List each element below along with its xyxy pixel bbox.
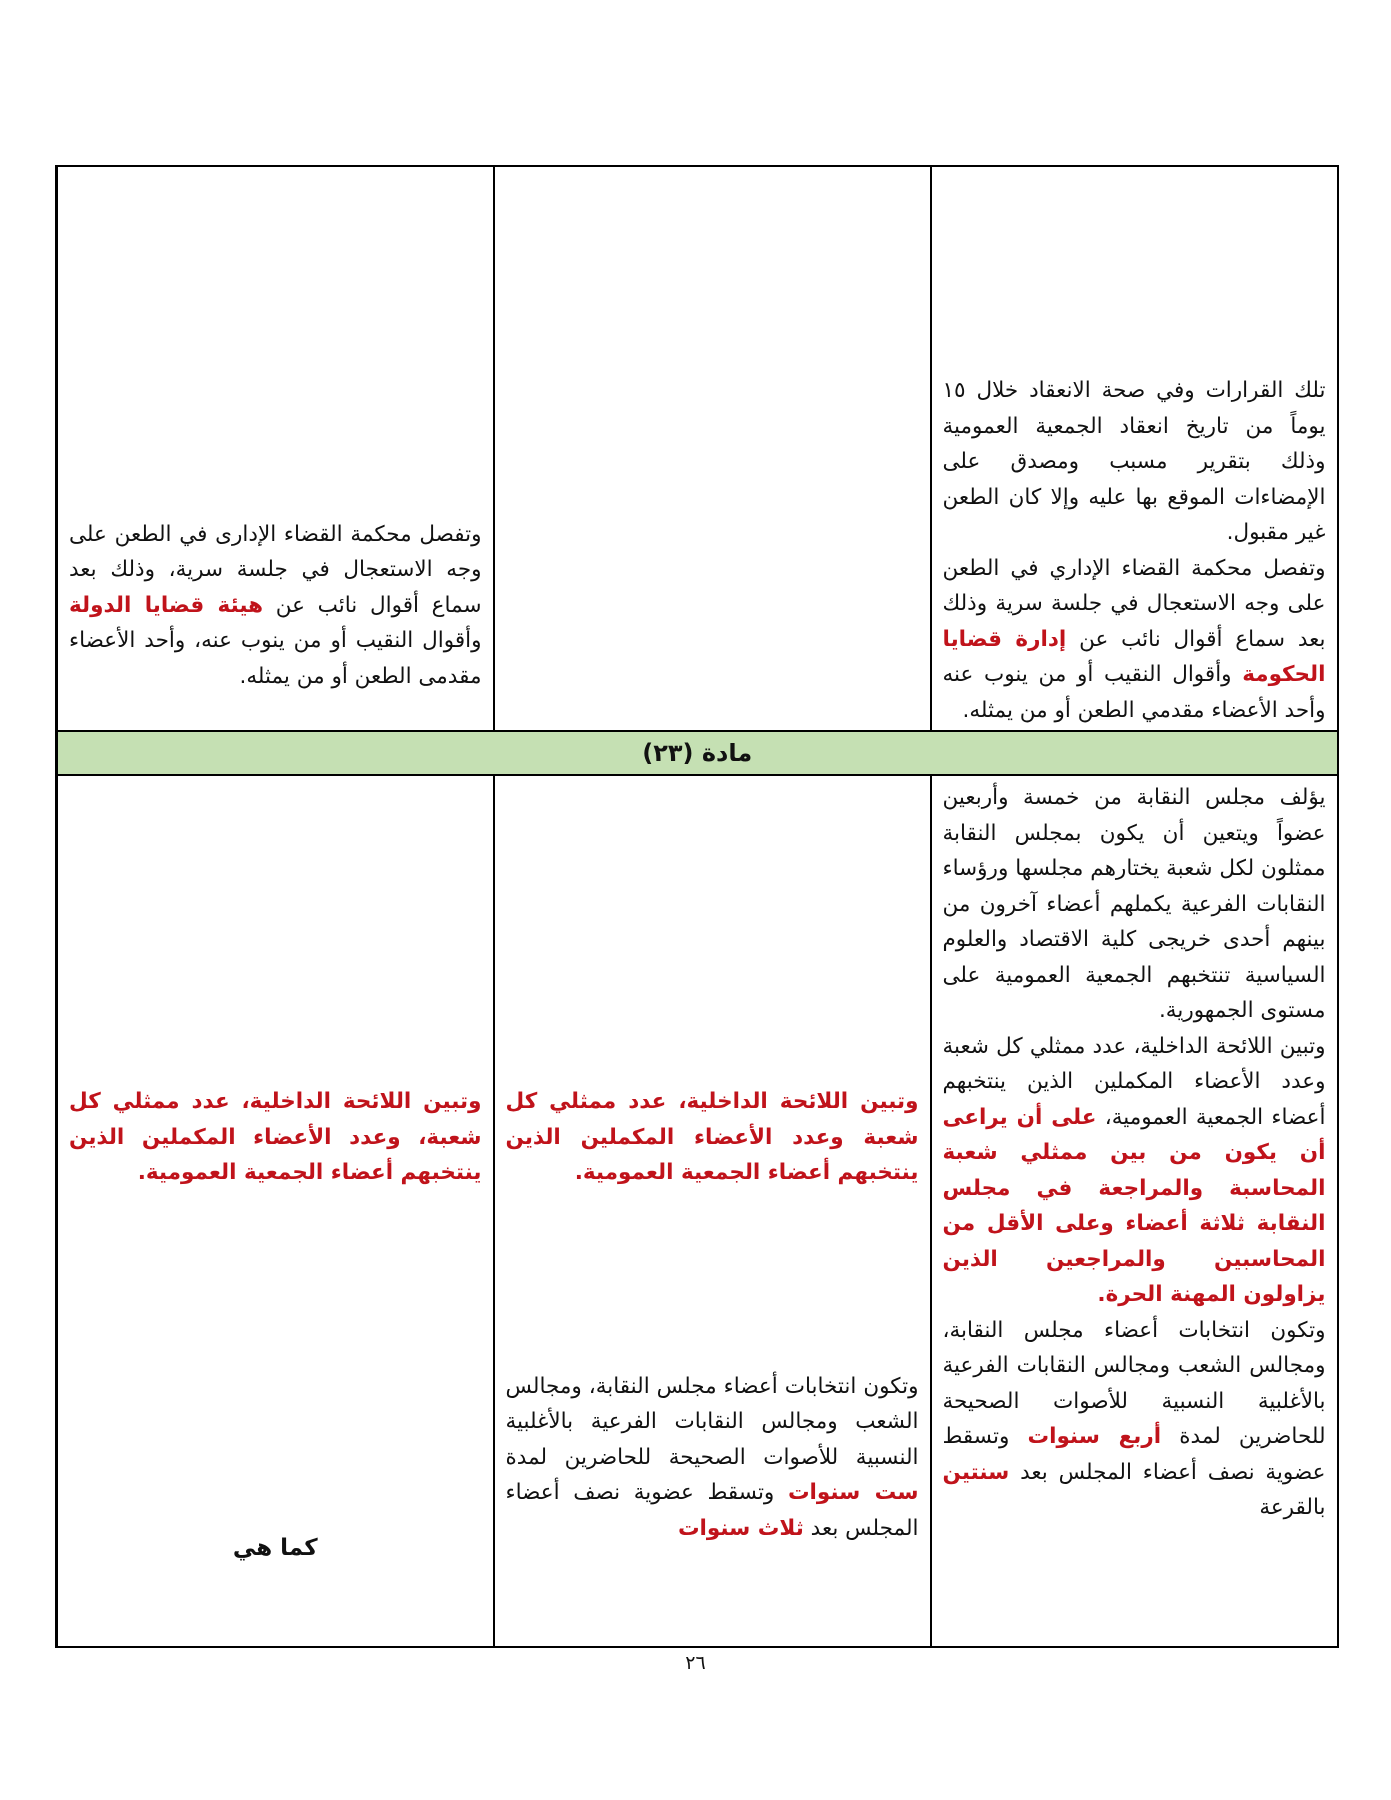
highlighted-text: هيئة قضايا الدولة [69,592,264,618]
paragraph [943,551,1326,729]
paragraph [69,517,482,695]
cell-current-text [931,775,1338,1647]
as-is-label: كما هي [232,1534,318,1561]
cell-current-text [931,166,1338,731]
highlighted-text: سنتين [942,1459,1010,1485]
paragraph [506,1369,919,1547]
text-run: وتسقط عضوية نصف أعضاء المجلس بعد [505,1480,919,1541]
comparison-table [55,165,1339,1648]
text-run: وتفصل محكمة القضاء الإدارى في الطعن على وجه الاستعجال في جلسة سرية، وذلك بعد سماع أقوال نائب عن [69,521,482,618]
table-row [57,775,1338,1647]
highlighted-paragraph: وتبين اللائحة الداخلية، عدد ممثلي كل شعبة، وعدد الأعضاء المكملين الذين ينتخبهم أعضاء الجمعية العمومية. [69,1089,482,1185]
highlighted-text: أربع سنوات [1027,1424,1162,1449]
text-run: وتكون انتخابات أعضاء مجلس النقابة، ومجالس الشعب ومجالس النقابات الفرعية بالأغلبية النسبية للأصوات الصحيحة للحاضرين لمدة [942,1317,1326,1449]
paragraph: يؤلف مجلس النقابة من خمسة وأربعين عضواً ويتعين أن يكون بمجلس النقابة ممثلون لكل شعبة يختارهم مجلسها ورؤساء النقابات الفرعية يكملهم أعضاء آخرون من بينهم أحدى خريجى كلية الاقتصاد والعلوم السياسية تنتخبهم الجمعية العمومية على مستوى الجمهورية. [942,785,1326,1023]
highlighted-text: ست سنوات [787,1480,919,1505]
text-run: وتكون انتخابات أعضاء مجلس النقابة، ومجالس الشعب ومجالس النقابات الفرعية بالأغلبية النسبية للأصوات الصحيحة للحاضرين لمدة [505,1373,919,1470]
cell-final-text [57,775,494,1647]
paragraph [943,1029,1326,1313]
paragraph [943,1313,1326,1526]
cell-final-text [57,166,494,731]
table-row [57,166,1338,731]
highlighted-paragraph: وتبين اللائحة الداخلية، عدد ممثلي كل شعبة وعدد الأعضاء المكملين الذين ينتخبهم أعضاء الجمعية العمومية. [505,1089,919,1185]
highlighted-text: إدارة قضايا الحكومة [942,626,1326,687]
text-run: وتسقط عضوية نصف أعضاء المجلس بعد [942,1424,1326,1485]
highlighted-text: ثلاث سنوات [677,1515,804,1541]
cell-proposed-text [494,775,931,1647]
article-header-row [57,731,1338,775]
text-run: وأقوال النقيب أو من ينوب عنه، وأحد الأعضاء مقدمى الطعن أو من يمثله. [69,628,482,689]
text-run: وتفصل محكمة القضاء الإداري في الطعن على وجه الاستعجال في جلسة سرية وذلك بعد سماع أقوال نائب عن [942,555,1326,652]
cell-proposed-text [494,166,931,731]
text-run: وتبين اللائحة الداخلية، عدد ممثلي كل شعبة وعدد الأعضاء المكملين الذين ينتخبهم أعضاء الجمعية العمومية، [942,1033,1326,1130]
highlighted-text: على أن يراعى أن يكون من بين ممثلي شعبة المحاسبة والمراجعة في مجلس النقابة ثلاثة أعضاء وعلى الأقل من المحاسبين والمراجعين الذين يزاولون المهنة الحرة. [942,1104,1326,1307]
paragraph: تلك القرارات وفي صحة الانعقاد خلال ١٥ يوماً من تاريخ انعقاد الجمعية العمومية وذلك بتقرير مسبب ومصدق على الإمضاءات الموقع بها عليه وإلا كان الطعن غير مقبول. [942,378,1326,545]
article-header: مادة (٢٣) [57,731,1338,775]
page-number: ٢٦ [685,1652,706,1674]
text-run: وأقوال النقيب أو من ينوب عنه وأحد الأعضاء مقدمي الطعن أو من يمثله. [942,662,1326,723]
text-run: بالقرعة [1259,1495,1326,1520]
